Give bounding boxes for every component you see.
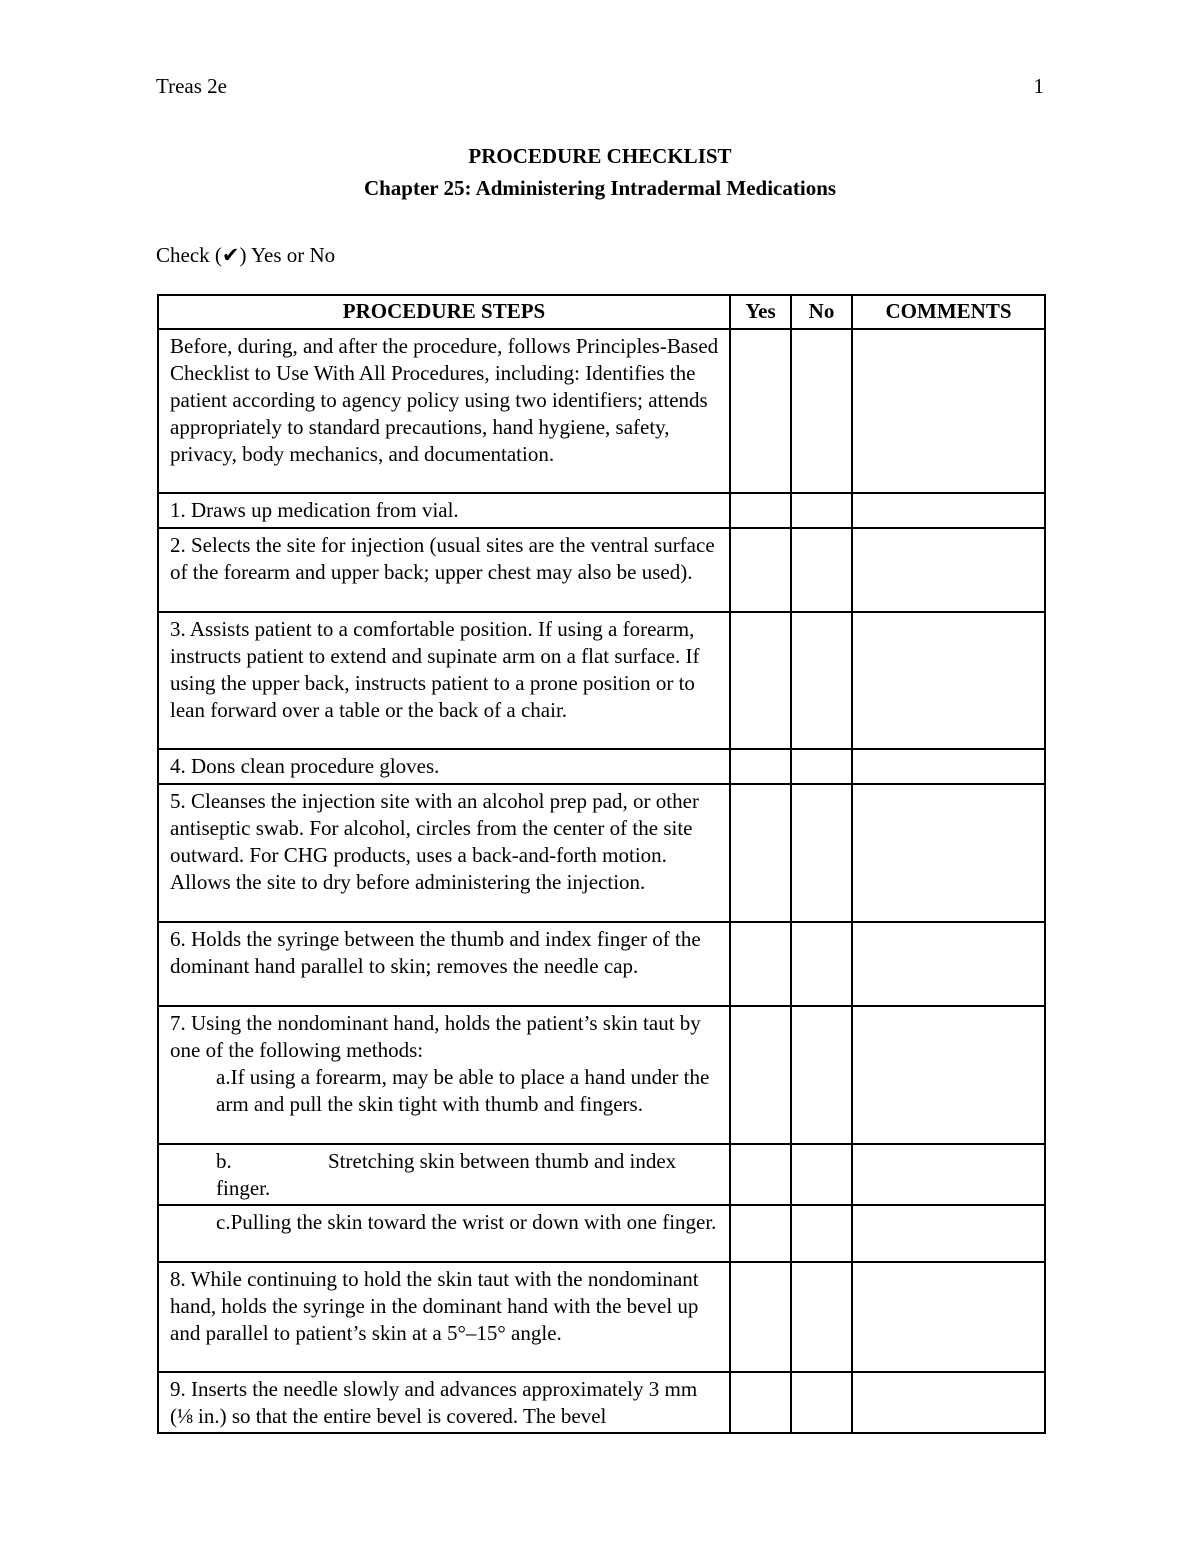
step-text: 7. Using the nondominant hand, holds the patient’s skin taut by one of the following methods:	[170, 1011, 701, 1062]
table-row	[158, 1144, 1045, 1205]
table-row	[158, 922, 1045, 1006]
yes-cell[interactable]	[730, 528, 791, 612]
table-row	[158, 329, 1045, 493]
yes-cell[interactable]	[730, 749, 791, 784]
no-cell[interactable]	[791, 1006, 852, 1144]
step-7-cell	[158, 1006, 730, 1144]
yes-cell[interactable]	[730, 784, 791, 922]
comments-cell[interactable]	[852, 1372, 1045, 1433]
step-text: 4. Dons clean procedure gloves.	[158, 749, 730, 784]
comments-cell[interactable]	[852, 329, 1045, 493]
step-7-option-b	[170, 1148, 719, 1202]
no-cell[interactable]	[791, 1144, 852, 1205]
yes-cell[interactable]	[730, 922, 791, 1006]
table-row	[158, 784, 1045, 922]
comments-cell[interactable]	[852, 749, 1045, 784]
no-cell[interactable]	[791, 493, 852, 528]
document-subtitle: Chapter 25: Administering Intradermal Medications	[363, 176, 837, 200]
no-cell[interactable]	[791, 329, 852, 493]
table-header-row	[158, 295, 1045, 329]
table-row	[158, 1205, 1045, 1262]
step-text: 3. Assists patient to a comfortable position. If using a forearm, instructs patient to extend and supinate arm on a flat surface. If using the upper back, instructs patient to a prone position or to lean forward over a table or the back of a chair.	[158, 612, 730, 749]
option-b-label: b.	[216, 1149, 232, 1173]
table-row	[158, 1006, 1045, 1144]
yes-cell[interactable]	[730, 1372, 791, 1433]
yes-cell[interactable]	[730, 493, 791, 528]
yes-cell[interactable]	[730, 612, 791, 749]
table-row	[158, 493, 1045, 528]
step-text: 8. While continuing to hold the skin taut with the nondominant hand, holds the syringe in the dominant hand with the bevel up and parallel to patient’s skin at a 5°–15° angle.	[158, 1262, 730, 1372]
step-text: 2. Selects the site for injection (usual sites are the ventral surface of the forearm and upper back; upper chest may also be used).	[158, 528, 730, 612]
yes-cell[interactable]	[730, 329, 791, 493]
comments-cell[interactable]	[852, 784, 1045, 922]
comments-cell[interactable]	[852, 612, 1045, 749]
table-row	[158, 528, 1045, 612]
step-text: 6. Holds the syringe between the thumb and index finger of the dominant hand parallel to skin; removes the needle cap.	[158, 922, 730, 1006]
step-text: 5. Cleanses the injection site with an alcohol prep pad, or other antiseptic swab. For alcohol, circles from the center of the site outward. For CHG products, uses a back-and-forth motion. Allows the site to dry before administering the injection.	[158, 784, 730, 922]
running-header: Treas 2e	[156, 74, 227, 98]
comments-cell[interactable]	[852, 1205, 1045, 1262]
step-text: Before, during, and after the procedure, follows Principles-Based Checklist to Use With All Procedures, including: Identifies the patient according to agency policy using two identifiers; attends appropriately to standard precautions, hand hygiene, safety, privacy, body mechanics, and documentation.	[158, 329, 730, 493]
step-text: 9. Inserts the needle slowly and advances approximately 3 mm (⅛ in.) so that the entire bevel is covered. The bevel	[158, 1372, 730, 1433]
column-header-comments: COMMENTS	[852, 295, 1045, 329]
column-header-steps: PROCEDURE STEPS	[158, 295, 730, 329]
table-row	[158, 749, 1045, 784]
table-row	[158, 1372, 1045, 1433]
step-7b-cell	[158, 1144, 730, 1205]
document-title: PROCEDURE CHECKLIST	[468, 144, 732, 168]
option-b-text: Stretching skin between thumb and index finger.	[216, 1149, 677, 1200]
yes-cell[interactable]	[730, 1205, 791, 1262]
comments-cell[interactable]	[852, 1262, 1045, 1372]
yes-cell[interactable]	[730, 1262, 791, 1372]
page-number: 1	[1033, 74, 1044, 98]
no-cell[interactable]	[791, 922, 852, 1006]
step-7c-cell	[158, 1205, 730, 1262]
no-cell[interactable]	[791, 1262, 852, 1372]
no-cell[interactable]	[791, 784, 852, 922]
no-cell[interactable]	[791, 1205, 852, 1262]
no-cell[interactable]	[791, 749, 852, 784]
no-cell[interactable]	[791, 612, 852, 749]
comments-cell[interactable]	[852, 528, 1045, 612]
comments-cell[interactable]	[852, 1144, 1045, 1205]
instruction-text: Check (✔) Yes or No	[156, 243, 336, 267]
column-header-no: No	[791, 295, 852, 329]
column-header-yes: Yes	[730, 295, 791, 329]
step-7-option-a: a.If using a forearm, may be able to place a hand under the arm and pull the skin tight with thumb and fingers.	[216, 1065, 710, 1116]
table-row	[158, 1262, 1045, 1372]
step-7-option-c: c.Pulling the skin toward the wrist or down with one finger.	[216, 1210, 717, 1234]
step-text: 1. Draws up medication from vial.	[158, 493, 730, 528]
yes-cell[interactable]	[730, 1006, 791, 1144]
comments-cell[interactable]	[852, 1006, 1045, 1144]
comments-cell[interactable]	[852, 922, 1045, 1006]
no-cell[interactable]	[791, 1372, 852, 1433]
no-cell[interactable]	[791, 528, 852, 612]
comments-cell[interactable]	[852, 493, 1045, 528]
table-row	[158, 612, 1045, 749]
yes-cell[interactable]	[730, 1144, 791, 1205]
procedure-checklist-table	[157, 294, 1046, 1434]
